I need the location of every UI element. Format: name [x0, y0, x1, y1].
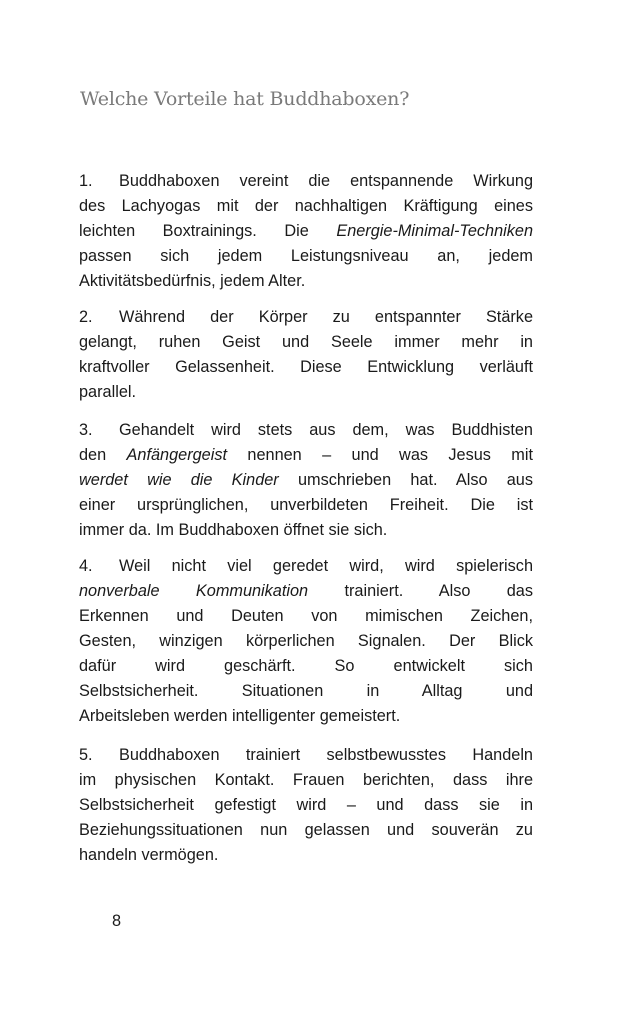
text-line: [79, 330, 533, 355]
emphasis-text: Energie-Minimal-Techniken: [336, 222, 533, 240]
text-line: [79, 355, 533, 380]
text-line: [79, 418, 533, 443]
text-line: [79, 380, 533, 405]
body-text: trainiert. Also das: [308, 582, 533, 600]
list-item: [79, 305, 533, 405]
list-item: [79, 554, 533, 729]
body-text: Während der Körper zu entspannter Stärke: [119, 308, 533, 326]
body-text: leichten Boxtrainings. Die: [79, 222, 337, 240]
body-text: im physischen Kontakt. Frauen berichten, dass ihre: [79, 771, 533, 789]
text-line: [79, 704, 533, 729]
text-line: [79, 579, 533, 604]
body-text: Buddhaboxen vereint die entspannende Wirkung: [119, 172, 533, 190]
text-line: [79, 679, 533, 704]
text-line: [79, 169, 533, 194]
text-line: [79, 843, 533, 868]
text-line: [79, 629, 533, 654]
list-item: [79, 743, 533, 868]
item-number: 2.: [79, 308, 93, 326]
body-text: Gehandelt wird stets aus dem, was Buddhisten: [119, 421, 533, 439]
text-line: [79, 468, 533, 493]
list-item: [79, 418, 533, 543]
body-text: Arbeitsleben werden intelligenter gemeistert.: [79, 707, 401, 725]
body-text: Weil nicht viel geredet wird, wird spielerisch: [119, 557, 533, 575]
body-text: den: [79, 446, 127, 464]
text-line: [79, 219, 533, 244]
emphasis-text: werdet wie die Kinder: [79, 471, 279, 489]
body-text: parallel.: [79, 383, 137, 401]
body-text: immer da. Im Buddhaboxen öffnet sie sich.: [79, 521, 388, 539]
text-line: [79, 793, 533, 818]
body-text: einer ursprünglichen, unverbildeten Freiheit. Die ist: [79, 496, 533, 514]
body-text: passen sich jedem Leistungsniveau an, jedem: [79, 247, 533, 265]
body-text: Gesten, winzigen körperlichen Signalen. Der Blick: [79, 632, 533, 650]
text-line: [79, 743, 533, 768]
emphasis-text: nonverbale Kommunikation: [79, 582, 309, 600]
text-line: [79, 768, 533, 793]
body-text: nennen – und was Jesus mit: [227, 446, 533, 464]
body-text: Beziehungssituationen nun gelassen und souverän zu: [79, 821, 533, 839]
body-text: handeln vermögen.: [79, 846, 219, 864]
body-text: Aktivitätsbedürfnis, jedem Alter.: [79, 272, 306, 290]
item-number: 1.: [79, 172, 93, 190]
body-text: Buddhaboxen trainiert selbstbewusstes Handeln: [119, 746, 533, 764]
text-line: [79, 818, 533, 843]
text-line: [79, 518, 533, 543]
text-line: [79, 604, 533, 629]
page-number: 8: [112, 912, 122, 930]
item-number: 4.: [79, 557, 93, 575]
text-line: [79, 493, 533, 518]
list-item: [79, 169, 533, 294]
body-text: Selbstsicherheit gefestigt wird – und dass sie in: [79, 796, 533, 814]
text-line: [79, 269, 533, 294]
body-text: Erkennen und Deuten von mimischen Zeichen,: [79, 607, 533, 625]
body-text: umschrieben hat. Also aus: [278, 471, 533, 489]
text-line: [79, 443, 533, 468]
text-line: [79, 244, 533, 269]
body-text: kraftvoller Gelassenheit. Diese Entwicklung verläuft: [79, 358, 533, 376]
text-line: [79, 305, 533, 330]
item-number: 3.: [79, 421, 93, 439]
emphasis-text: Anfängergeist: [126, 446, 228, 464]
text-line: [79, 654, 533, 679]
body-text: gelangt, ruhen Geist und Seele immer mehr in: [79, 333, 533, 351]
body-text: dafür wird geschärft. So entwickelt sich: [79, 657, 533, 675]
section-heading: Welche Vorteile hat Buddhaboxen?: [80, 88, 410, 110]
text-line: [79, 194, 533, 219]
text-line: [79, 554, 533, 579]
body-text: Selbstsicherheit. Situationen in Alltag und: [79, 682, 533, 700]
item-number: 5.: [79, 746, 93, 764]
body-text: des Lachyogas mit der nachhaltigen Kräftigung eines: [79, 197, 533, 215]
